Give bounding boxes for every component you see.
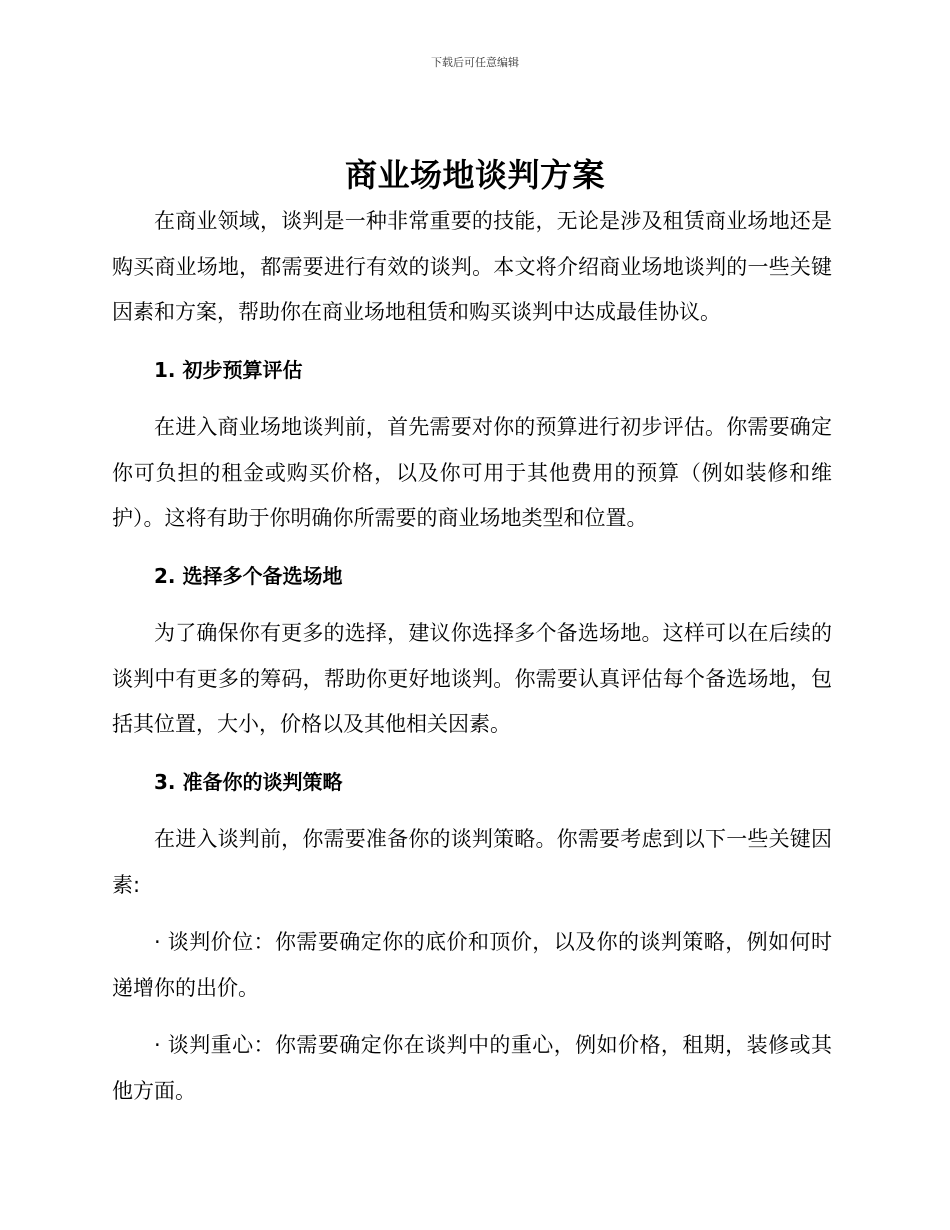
header-note: 下载后可任意编辑 [431, 56, 519, 69]
section-heading-strategy: 3. 准备你的谈判策略 [154, 769, 343, 794]
bullet-item-price: · 谈判价位：你需要确定你的底价和顶价，以及你的谈判策略，例如何时递增你的出价。 [112, 930, 832, 1000]
section-heading-budget: 1. 初步预算评估 [154, 357, 303, 382]
intro-paragraph: 在商业领域，谈判是一种非常重要的技能，无论是涉及租赁商业场地还是购买商业场地，都需要进行有效的谈判。本文将介绍商业场地谈判的一些关键因素和方案，帮助你在商业场地租赁和购买谈判中达成最佳协议。 [112, 209, 832, 324]
section-body-strategy: 在进入谈判前，你需要准备你的谈判策略。你需要考虑到以下一些关键因素: [112, 827, 832, 897]
section-heading-alternatives: 2. 选择多个备选场地 [154, 563, 343, 588]
document-body [112, 199, 832, 1114]
section-body-alternatives: 为了确保你有更多的选择，建议你选择多个备选场地。这样可以在后续的谈判中有更多的筹码，帮助你更好地谈判。你需要认真评估每个备选场地，包括其位置，大小，价格以及其他相关因素。 [112, 621, 832, 736]
section-body-budget: 在进入商业场地谈判前，首先需要对你的预算进行初步评估。你需要确定你可负担的租金或购买价格，以及你可用于其他费用的预算（例如装修和维护）。这将有助于你明确你所需要的商业场地类型和位置。 [112, 415, 832, 530]
bullet-item-focus: · 谈判重心：你需要确定你在谈判中的重心，例如价格，租期，装修或其他方面。 [112, 1033, 832, 1103]
document-title: 商业场地谈判方案 [344, 156, 605, 194]
